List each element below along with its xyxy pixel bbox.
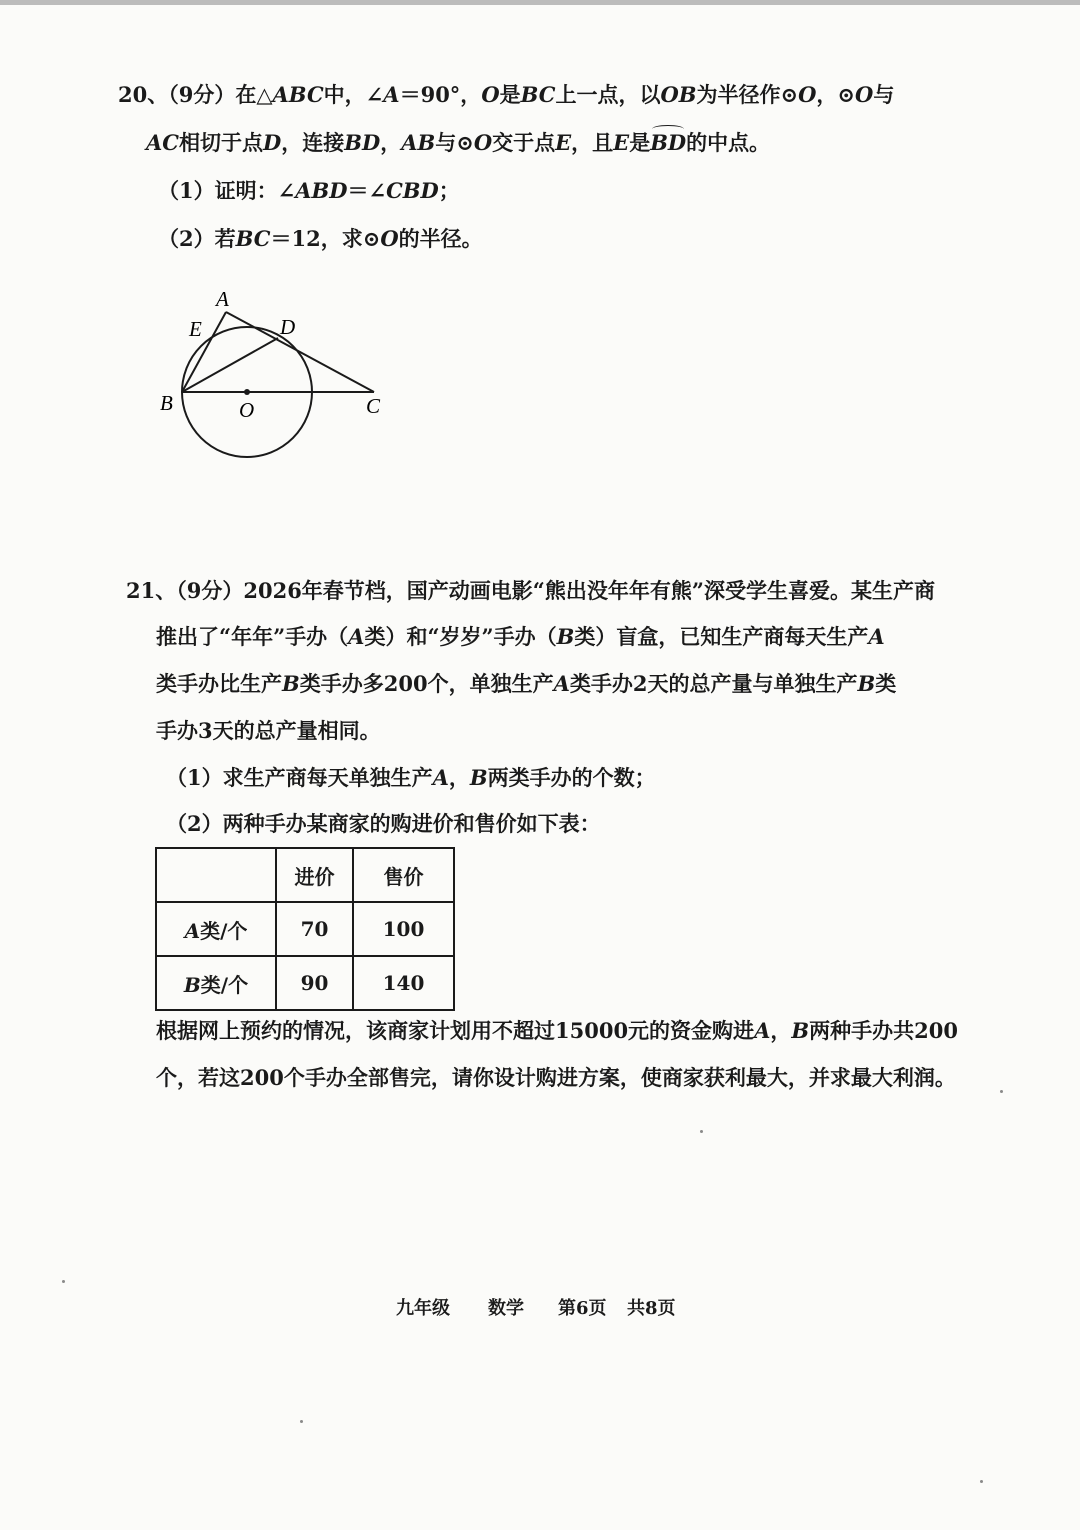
center-point-o xyxy=(244,389,250,395)
scan-speck xyxy=(700,1130,703,1133)
q20-score: （9分） xyxy=(168,82,236,107)
text: 类手办比生产 xyxy=(156,671,282,696)
math-var: AC xyxy=(146,130,180,155)
text: ，且 xyxy=(571,130,614,155)
text: 交于点 xyxy=(492,130,556,155)
label-d: D xyxy=(280,315,296,339)
math-var: O xyxy=(798,82,817,107)
text: 类 xyxy=(875,671,897,696)
text: 根据网上预约的情况，该商家计划用不超过15000元的资金购进 xyxy=(156,1018,755,1043)
text: （2）若 xyxy=(158,226,236,251)
text: 的半径。 xyxy=(398,226,483,251)
math-var: B xyxy=(791,1018,810,1043)
table-row xyxy=(156,902,454,956)
price-table xyxy=(155,847,455,1011)
q20-part-1 xyxy=(158,176,460,206)
text: 推出了“年年”手办（ xyxy=(156,624,349,649)
q20-line-2 xyxy=(146,128,770,158)
math-var: B xyxy=(857,671,876,696)
footer-grade: 九年级 xyxy=(396,1298,450,1319)
table-header-cell xyxy=(156,848,276,902)
math-var: O xyxy=(855,82,874,107)
table-header-row xyxy=(156,848,454,902)
math-var: A xyxy=(432,765,449,790)
text: 类手办多200个，单独生产 xyxy=(299,671,554,696)
scan-speck xyxy=(300,1420,303,1423)
text: （2）两种手办某商家的购进价和售价如下表： xyxy=(166,811,601,836)
q21-part-2 xyxy=(166,809,601,839)
text: 与 xyxy=(873,82,895,107)
math-var: A xyxy=(383,82,400,107)
arc-bd-notation: BD xyxy=(650,128,686,158)
text: ， xyxy=(448,765,470,790)
text: ， xyxy=(380,130,402,155)
scan-speck xyxy=(1000,1090,1003,1093)
text: （1）求生产商每天单独生产 xyxy=(166,765,433,790)
math-var: E xyxy=(613,130,630,155)
math-var: D xyxy=(263,130,282,155)
scan-speck xyxy=(980,1480,983,1483)
label-e: E xyxy=(189,317,202,341)
math-var: B xyxy=(469,765,488,790)
footer-page: 第6页 xyxy=(558,1298,607,1319)
label-a: A xyxy=(216,287,229,311)
q21-line-2 xyxy=(156,622,885,652)
math-var: A xyxy=(348,624,365,649)
q21-line-4 xyxy=(156,716,381,746)
text: 类手办2天的总产量与单独生产 xyxy=(569,671,858,696)
math-var: E xyxy=(555,130,572,155)
q21-line-5 xyxy=(156,1016,958,1046)
math-var: CBD xyxy=(386,178,439,203)
math-var: B xyxy=(282,671,300,696)
text: ，⊙ xyxy=(816,82,856,107)
q20-number: 20、 xyxy=(118,82,169,107)
text: 类/个 xyxy=(200,918,248,943)
text: ＝12，求⊙ xyxy=(270,226,381,251)
text: （1）证明：∠ xyxy=(158,178,296,203)
text: 类）和“岁岁”手办（ xyxy=(364,624,557,649)
math-var: A xyxy=(553,671,570,696)
text: ； xyxy=(438,178,460,203)
text: 是 xyxy=(499,82,521,107)
text: 是 xyxy=(629,130,651,155)
text: 上一点，以 xyxy=(555,82,661,107)
text: 两种手办共200 xyxy=(809,1018,958,1043)
math-var: B xyxy=(556,624,575,649)
math-var: A xyxy=(868,624,885,649)
table-cell: 140 xyxy=(353,956,454,1010)
text: 在△ xyxy=(235,82,273,107)
math-var: AB xyxy=(401,130,436,155)
math-var: BD xyxy=(344,130,381,155)
text: 类/个 xyxy=(200,972,249,997)
q21-line-3 xyxy=(156,669,896,699)
label-o: O xyxy=(239,398,255,422)
table-cell-label xyxy=(156,956,276,1010)
scan-speck xyxy=(62,1280,65,1283)
math-var: OB xyxy=(660,82,697,107)
math-var: O xyxy=(481,82,500,107)
text: 个，若这200个手办全部售完，请你设计购进方案，使商家获利最大，并求最大利润。 xyxy=(156,1065,956,1090)
math-var: BC xyxy=(235,226,271,251)
text: ， xyxy=(770,1018,792,1043)
label-b: B xyxy=(160,391,173,415)
q21-score: （9分） xyxy=(176,578,244,603)
table-cell: 90 xyxy=(276,956,353,1010)
math-var: ABC xyxy=(272,82,324,107)
text: 与⊙ xyxy=(435,130,474,155)
math-var: O xyxy=(380,226,399,251)
scan-top-edge xyxy=(0,0,1080,5)
text: 两类手办的个数； xyxy=(487,765,656,790)
text: 2026年春节档，国产动画电影“熊出没年年有熊”深受学生喜爱。某生产商 xyxy=(243,578,935,603)
text: 相切于点 xyxy=(179,130,264,155)
table-cell-label xyxy=(156,902,276,956)
text: ＝90°， xyxy=(399,82,482,107)
q20-part-2 xyxy=(158,224,483,254)
math-var: BC xyxy=(520,82,556,107)
text: ，连接 xyxy=(281,130,345,155)
q20-line-1 xyxy=(118,80,894,110)
segment-ac xyxy=(226,312,374,392)
footer-subject: 数学 xyxy=(488,1298,524,1319)
math-var: ABD xyxy=(295,178,348,203)
math-var: B xyxy=(183,972,201,997)
text: 类）盲盒，已知生产商每天生产 xyxy=(574,624,869,649)
q21-line-1 xyxy=(126,576,935,606)
text: ＝∠ xyxy=(347,178,387,203)
math-var: A xyxy=(184,918,201,943)
q21-number: 21、 xyxy=(126,578,177,603)
table-cell: 100 xyxy=(353,902,454,956)
math-var: A xyxy=(754,1018,771,1043)
text: 手办3天的总产量相同。 xyxy=(156,718,381,743)
table-header-cell: 售价 xyxy=(353,848,454,902)
text: 为半径作⊙ xyxy=(696,82,799,107)
footer-total-pages: 共8页 xyxy=(627,1298,676,1319)
text: 的中点。 xyxy=(686,130,771,155)
math-var: O xyxy=(473,130,493,155)
q21-line-6 xyxy=(156,1063,956,1093)
text: 中，∠ xyxy=(323,82,384,107)
table-cell: 70 xyxy=(276,902,353,956)
label-c: C xyxy=(366,394,381,418)
table-header-cell: 进价 xyxy=(276,848,353,902)
geometry-figure xyxy=(150,282,410,462)
q21-part-1 xyxy=(166,763,656,793)
table-row xyxy=(156,956,454,1010)
